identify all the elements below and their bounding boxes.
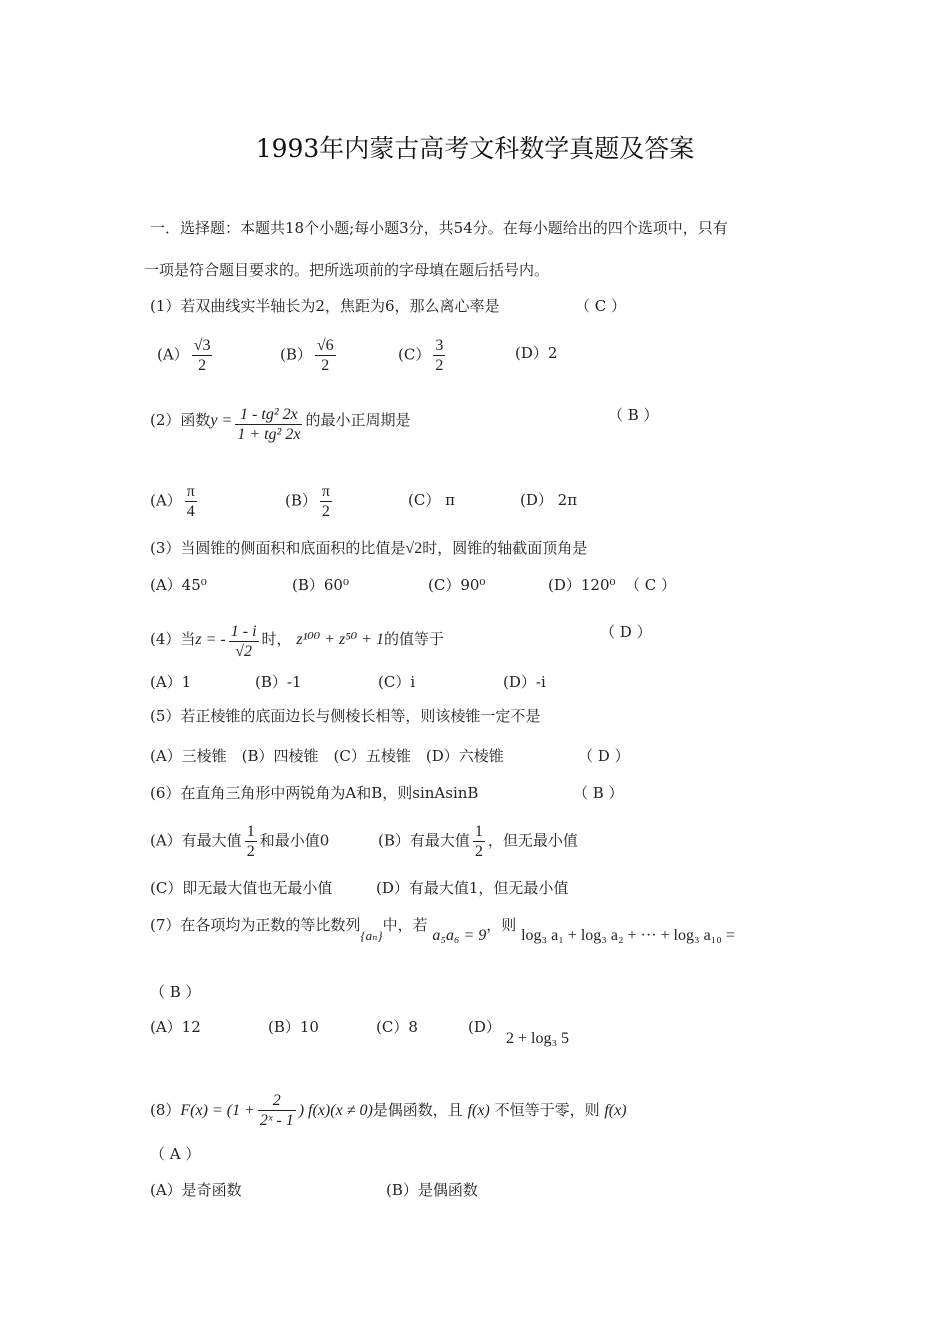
q2-stem: (2）函数y = $\frac{\text{1 - tg² 2x}}{\text{1 + tg² 2x}}$ 的最小正周期是 <box>150 406 411 443</box>
q4-option-b: (B）-1 <box>255 673 302 691</box>
q4-stem: (4）当z = - $\frac{1 - i}{√2}$ 时， z¹⁰⁰ + z⁵⁰ + 1的值等于 <box>150 623 445 660</box>
q2-option-d: (D） 2π <box>520 491 578 509</box>
q6-option-c: (C）即无最大值也无最小值 <box>150 879 333 897</box>
q1-stem: (1）若双曲线实半轴长为2，焦距为6，那么离心率是 <box>150 297 500 315</box>
q3-option-b: (B）60⁰ <box>292 576 349 594</box>
q1-option-a: (A） $\frac{√3}{2}$ <box>157 337 211 374</box>
q5-options: (A）三棱锥 (B）四棱锥 (C）五棱锥 (D）六棱锥 <box>150 747 504 765</box>
q1-option-b: (B） $\frac{√6}{2}$ <box>280 337 334 374</box>
q1-option-d: (D）2 <box>515 344 558 362</box>
q3-answer: （ C ） <box>625 576 677 594</box>
q6-answer: （ B ） <box>573 784 624 802</box>
q6-option-d: (D）有最大值1，但无最小值 <box>376 879 569 897</box>
q7-option-d: (D） <box>468 1018 501 1036</box>
q7-option-a: (A）12 <box>150 1018 201 1036</box>
page-title: 1993年内蒙古高考文科数学真题及答案 <box>255 134 695 163</box>
q8-stem: (8）F(x) = (1 + $\frac{2}{\text{2ˣ - 1}}$ ) f(x)(x ≠ 0)是偶函数，且 f(x) 不恒等于零，则 f(x) <box>150 1092 627 1129</box>
section-intro-line2: 一项是符合题目要求的。把所选项前的字母填在题后括号内。 <box>144 261 550 279</box>
q8-option-a: (A）是奇函数 <box>150 1181 242 1199</box>
q3-option-c: (C）90⁰ <box>428 576 486 594</box>
q7-option-d-expr: 2 + log₃ 5 <box>506 1030 570 1047</box>
q7-answer: （ B ） <box>150 983 201 1001</box>
q4-option-c: (C）i <box>378 673 416 691</box>
section-intro-line1: 一．选择题：本题共18个小题;每小题3分，共54分。在每小题给出的四个选项中，只有 <box>150 219 728 237</box>
q7-option-c: (C）8 <box>376 1018 418 1036</box>
q1-option-c: (C） $\frac{3}{2}$ <box>398 337 444 374</box>
q5-answer: （ D ） <box>578 747 630 765</box>
q2-option-b: (B） $\frac{\pi}{2}$ <box>285 483 330 520</box>
q7-stem: (7）在各项均为正数的等比数列{aₙ}中，若 a₅a₆ = 9，则 log₃ a₁ + log₃ a₂ + ··· + log₃ a₁₀ = <box>150 916 735 944</box>
q4-option-a: (A）1 <box>150 673 192 691</box>
q7-option-b: (B）10 <box>268 1018 319 1036</box>
q2-option-c: (C） π <box>408 491 455 509</box>
q8-answer: （ A ） <box>150 1145 201 1163</box>
q1-answer: （ C ） <box>575 297 627 315</box>
q4-answer: （ D ） <box>600 623 652 641</box>
q5-stem: (5）若正棱锥的底面边长与侧棱长相等，则该棱锥一定不是 <box>150 707 541 725</box>
q6-stem: (6）在直角三角形中两锐角为A和B，则sinAsinB <box>150 784 479 802</box>
q3-stem: (3）当圆锥的侧面积和底面积的比值是√2时，圆锥的轴截面顶角是 <box>150 539 588 557</box>
q6-option-b: (B）有最大值 $\frac{1}{2}$ ，但无最小值 <box>378 823 578 860</box>
q4-option-d: (D）-i <box>503 673 546 691</box>
q2-answer: （ B ） <box>608 406 659 424</box>
q6-option-a: (A）有最大值 $\frac{1}{2}$ 和最小值0 <box>150 823 330 860</box>
q2-option-a: (A） $\frac{\pi}{4}$ <box>150 483 195 520</box>
q8-option-b: (B）是偶函数 <box>386 1181 478 1199</box>
q3-option-d: (D）120⁰ <box>548 576 616 594</box>
q3-option-a: (A）45⁰ <box>150 576 207 594</box>
